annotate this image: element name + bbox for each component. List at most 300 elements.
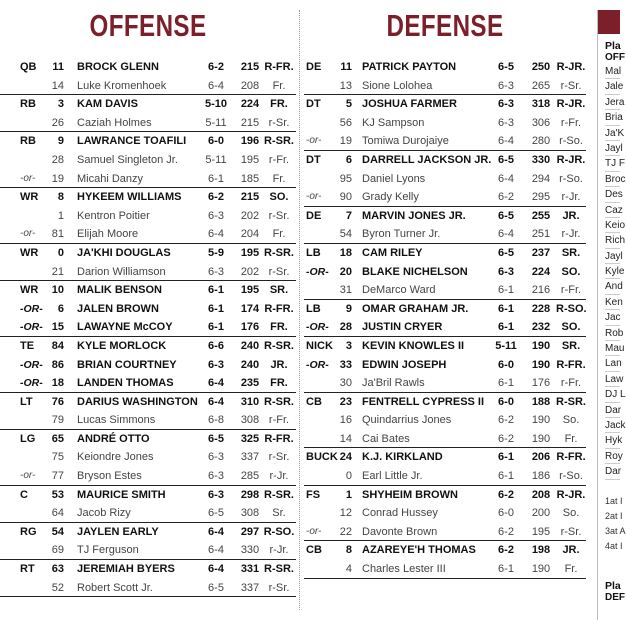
player-number: 9 — [345, 302, 352, 315]
player-class-year: Fr. — [272, 228, 286, 241]
player-weight: 216 — [531, 284, 551, 297]
offense-player-row — [0, 374, 296, 393]
player-position: WR — [20, 191, 39, 204]
player-height: 6-5 — [498, 246, 514, 259]
player-number: 18 — [51, 377, 64, 390]
player-name: HYKEEM WILLIAMS — [77, 191, 182, 204]
defense-title: DEFENSE — [386, 8, 504, 43]
offense-player-row — [0, 188, 296, 207]
player-class-year: SR. — [561, 339, 581, 352]
player-weight: 206 — [531, 451, 551, 464]
sidebar-item: Des — [605, 187, 620, 202]
player-class-year: Fr. — [272, 172, 286, 185]
defense-player-row — [304, 560, 586, 579]
sidebar-item: Keio — [605, 218, 620, 233]
defense-player-row — [304, 281, 586, 300]
player-name: Luke Kromenhoek — [77, 79, 167, 92]
player-class-year: r-Sr. — [268, 116, 290, 129]
player-weight: 297 — [240, 525, 260, 538]
player-class-year: r-Sr. — [560, 79, 582, 92]
player-weight: 308 — [240, 507, 260, 520]
offense-player-row — [0, 263, 296, 282]
sidebar-item: Caz — [605, 203, 620, 218]
sidebar-item: Dar — [605, 403, 620, 418]
player-position: FS — [306, 488, 321, 501]
player-number: 0 — [345, 470, 352, 483]
sidebar-subtitle: OFF — [605, 52, 625, 63]
sidebar-list — [598, 64, 626, 480]
player-class-year: Sr. — [272, 507, 286, 520]
player-height: 5-11 — [205, 116, 227, 129]
player-height: 6-5 — [208, 507, 224, 520]
player-weight: 215 — [240, 61, 260, 73]
player-position: LT — [20, 395, 33, 408]
player-name: Samuel Singleton Jr. — [77, 153, 178, 166]
player-class-year: R-SR. — [264, 395, 294, 408]
player-number: 1 — [57, 209, 64, 222]
player-height: 6-3 — [498, 265, 514, 278]
player-position: QB — [20, 61, 37, 73]
sidebar-item: Kyle — [605, 264, 620, 279]
player-class-year: R-JR. — [556, 61, 586, 73]
player-number: 8 — [345, 544, 352, 557]
sidebar-item: Bria — [605, 110, 620, 125]
player-position: NICK — [306, 339, 333, 352]
player-weight: 318 — [531, 98, 551, 111]
player-height: 6-0 — [498, 395, 514, 408]
player-name: BLAKE NICHELSON — [362, 265, 468, 278]
player-class-year: R-FR. — [264, 302, 294, 315]
offense-player-row — [0, 541, 296, 560]
player-weight: 190 — [531, 432, 551, 445]
player-number: 75 — [51, 451, 64, 464]
player-name: JAYLEN EARLY — [77, 525, 159, 538]
offense-player-row — [0, 579, 296, 598]
player-weight: 285 — [240, 470, 260, 483]
sidebar-header-bar — [598, 10, 620, 34]
player-position: LG — [20, 432, 36, 445]
player-name: Kentron Poitier — [77, 209, 150, 222]
player-number: 54 — [339, 228, 352, 241]
player-name: SHYHEIM BROWN — [362, 488, 458, 501]
player-position: DT — [306, 153, 321, 166]
player-name: Quindarrius Jones — [362, 414, 452, 427]
player-name: JEREMIAH BYERS — [77, 563, 175, 576]
player-weight: 190 — [531, 563, 551, 576]
offense-player-row — [0, 300, 296, 319]
defense-player-row — [304, 523, 586, 542]
player-position: -or- — [20, 470, 36, 482]
player-name: Daniel Lyons — [362, 172, 426, 185]
player-class-year: R-FR. — [264, 61, 294, 73]
defense-player-row — [304, 58, 586, 77]
player-name: PATRICK PAYTON — [362, 61, 457, 73]
player-weight: 176 — [240, 321, 260, 334]
player-name: Micahi Danzy — [77, 172, 144, 185]
defense-player-row — [304, 151, 586, 170]
offense-player-row — [0, 58, 296, 77]
player-weight: 308 — [240, 414, 260, 427]
player-position: -OR- — [306, 265, 329, 278]
defense-player-row — [304, 263, 586, 282]
player-name: Cai Bates — [362, 432, 410, 445]
sidebar-footnote: 2at I — [605, 510, 623, 521]
defense-player-row — [304, 541, 586, 560]
player-height: 6-3 — [498, 79, 514, 92]
sidebar-item: Lan — [605, 356, 620, 371]
player-weight: 204 — [240, 228, 260, 241]
player-weight: 331 — [240, 563, 260, 576]
defense-player-row — [304, 225, 586, 244]
player-number: 33 — [339, 358, 352, 371]
sidebar-item: Jera — [605, 95, 620, 110]
player-number: 3 — [345, 339, 352, 352]
player-height: 6-2 — [498, 191, 514, 204]
player-name: MAURICE SMITH — [77, 488, 166, 501]
defense-player-row — [304, 95, 586, 114]
player-name: Conrad Hussey — [362, 507, 438, 520]
player-number: 26 — [51, 116, 64, 129]
defense-player-row — [304, 486, 586, 505]
sidebar-footnotes — [598, 494, 626, 554]
player-height: 6-5 — [498, 209, 514, 222]
sidebar-footnote: 4at I — [605, 540, 623, 551]
player-height: 6-2 — [498, 488, 514, 501]
defense-player-row — [304, 337, 586, 356]
player-number: 76 — [51, 395, 64, 408]
player-name: KEVIN KNOWLES II — [362, 339, 465, 352]
sidebar-item: Ken — [605, 295, 620, 310]
player-name: Robert Scott Jr. — [77, 581, 153, 594]
player-class-year: r-Sr. — [268, 451, 290, 464]
player-class-year: JR. — [562, 209, 580, 222]
offense-player-row — [0, 486, 296, 505]
player-name: Bryson Estes — [77, 470, 142, 483]
player-position: BUCK — [306, 451, 338, 464]
offense-player-row — [0, 77, 296, 96]
player-number: 15 — [51, 321, 64, 334]
player-name: Jacob Rizy — [77, 507, 131, 520]
player-height: 6-6 — [208, 339, 224, 352]
player-number: 28 — [339, 321, 352, 334]
offense-player-row — [0, 523, 296, 542]
player-weight: 310 — [240, 395, 260, 408]
player-name: TJ Ferguson — [77, 544, 139, 557]
player-height: 6-2 — [498, 432, 514, 445]
player-class-year: R-JR. — [556, 98, 586, 111]
player-position: -or- — [306, 525, 322, 537]
player-height: 6-1 — [498, 302, 514, 315]
player-height: 6-3 — [208, 209, 224, 222]
player-name: K.J. KIRKLAND — [362, 451, 443, 464]
player-weight: 237 — [531, 246, 551, 259]
player-number: 24 — [339, 451, 352, 464]
player-class-year: R-SR. — [264, 246, 294, 259]
player-height: 6-4 — [208, 544, 224, 557]
player-name: DARRELL JACKSON JR. — [362, 153, 492, 166]
player-weight: 337 — [240, 451, 260, 464]
sidebar-item: And — [605, 279, 620, 294]
player-class-year: r-Jr. — [269, 544, 289, 557]
offense-player-row — [0, 151, 296, 170]
player-weight: 196 — [240, 135, 260, 148]
player-number: 6 — [57, 302, 64, 315]
player-name: MARVIN JONES JR. — [362, 209, 466, 222]
player-number: 6 — [345, 153, 352, 166]
player-weight: 228 — [531, 302, 551, 315]
player-number: 18 — [339, 246, 352, 259]
player-weight: 200 — [531, 507, 551, 520]
player-position: -or- — [20, 228, 36, 240]
player-number: 31 — [339, 284, 352, 297]
player-name: AZAREYE'H THOMAS — [362, 544, 476, 557]
offense-player-row — [0, 114, 296, 133]
player-number: 19 — [339, 135, 352, 148]
player-weight: 215 — [240, 116, 260, 129]
player-height: 5-11 — [495, 339, 517, 352]
player-position: RB — [20, 135, 36, 148]
player-number: 54 — [51, 525, 64, 538]
player-name: KYLE MORLOCK — [77, 339, 167, 352]
player-name: Earl Little Jr. — [362, 470, 423, 483]
player-class-year: FR. — [270, 321, 288, 334]
offense-player-row — [0, 132, 296, 151]
player-weight: 190 — [531, 414, 551, 427]
player-height: 6-4 — [208, 395, 224, 408]
player-name: BRIAN COURTNEY — [77, 358, 177, 371]
player-height: 6-2 — [208, 61, 224, 73]
player-number: 7 — [345, 209, 352, 222]
player-weight: 337 — [240, 581, 260, 594]
player-number: 22 — [339, 525, 352, 538]
defense-player-row — [304, 504, 586, 523]
player-height: 6-3 — [208, 265, 224, 278]
sidebar-item: Rob — [605, 326, 620, 341]
player-number: 69 — [51, 544, 64, 557]
player-height: 6-4 — [208, 377, 224, 390]
player-weight: 202 — [240, 209, 260, 222]
offense-player-row — [0, 393, 296, 412]
player-name: Elijah Moore — [77, 228, 139, 241]
player-number: 19 — [51, 172, 64, 185]
player-height: 6-1 — [498, 377, 514, 390]
player-weight: 208 — [240, 79, 260, 92]
player-number: 52 — [51, 581, 64, 594]
defense-player-row — [304, 467, 586, 486]
player-position: -OR- — [20, 358, 43, 371]
offense-player-row — [0, 244, 296, 263]
player-position: DE — [306, 209, 322, 222]
player-position: -OR- — [20, 321, 43, 334]
player-name: Ja'Bril Rawls — [362, 377, 425, 390]
player-class-year: r-Sr. — [560, 525, 582, 538]
player-number: 13 — [339, 79, 352, 92]
player-height: 6-4 — [208, 79, 224, 92]
player-position: RT — [20, 563, 35, 576]
player-height: 6-1 — [208, 302, 224, 315]
player-position: WR — [20, 284, 39, 297]
player-number: 9 — [57, 135, 64, 148]
player-class-year: So. — [562, 414, 580, 427]
player-height: 6-4 — [498, 135, 514, 148]
player-class-year: FR. — [270, 377, 288, 390]
sidebar-bottom-subtitle: DEF — [605, 591, 625, 603]
player-class-year: r-Jr. — [269, 470, 289, 483]
sidebar-title: Pla — [605, 40, 621, 52]
defense-depth-chart — [304, 58, 586, 579]
defense-player-row — [304, 170, 586, 189]
player-class-year: R-FR. — [556, 451, 586, 464]
player-number: 86 — [51, 358, 64, 371]
player-class-year: SO. — [269, 191, 289, 204]
player-class-year: JR. — [562, 544, 580, 557]
player-name: KAM DAVIS — [77, 98, 138, 111]
player-name: FENTRELL CYPRESS II — [362, 395, 485, 408]
player-height: 6-1 — [498, 470, 514, 483]
player-name: KJ Sampson — [362, 116, 425, 129]
player-height: 6-1 — [498, 451, 514, 464]
player-number: 12 — [339, 507, 352, 520]
player-height: 6-1 — [498, 321, 514, 334]
player-class-year: r-Sr. — [268, 265, 290, 278]
defense-player-row — [304, 318, 586, 337]
player-number: 11 — [52, 61, 64, 73]
player-number: 63 — [51, 563, 64, 576]
player-height: 6-2 — [208, 191, 224, 204]
player-number: 90 — [339, 191, 352, 204]
player-height: 6-3 — [208, 488, 224, 501]
player-class-year: R-JR. — [556, 153, 586, 166]
player-height: 6-1 — [498, 563, 514, 576]
player-class-year: SO. — [561, 265, 581, 278]
player-name: LANDEN THOMAS — [77, 377, 174, 390]
player-position: DE — [306, 61, 322, 73]
player-height: 6-1 — [208, 172, 224, 185]
player-name: Caziah Holmes — [77, 116, 152, 129]
player-height: 6-0 — [208, 135, 224, 148]
player-weight: 250 — [531, 61, 551, 73]
player-name: Tomiwa Durojaiye — [362, 135, 449, 148]
player-height: 6-2 — [498, 525, 514, 538]
player-class-year: r-Jr. — [561, 191, 581, 204]
defense-player-row — [304, 374, 586, 393]
sidebar-item: DJ L — [605, 387, 620, 402]
player-number: 3 — [57, 98, 64, 111]
player-height: 6-5 — [498, 153, 514, 166]
player-height: 6-1 — [208, 284, 224, 297]
player-weight: 195 — [240, 246, 260, 259]
player-position: RB — [20, 98, 36, 111]
player-name: JALEN BROWN — [77, 302, 159, 315]
player-number: 84 — [51, 339, 64, 352]
player-position: -OR- — [306, 321, 329, 334]
player-class-year: r-Fr. — [268, 414, 290, 427]
sidebar-panel — [597, 10, 626, 620]
player-class-year: SR. — [269, 284, 289, 297]
player-number: 16 — [339, 414, 352, 427]
sidebar-item: Mal — [605, 64, 620, 79]
player-number: 95 — [339, 172, 352, 185]
sidebar-item: Hyk — [605, 433, 620, 448]
player-number: 28 — [51, 153, 64, 166]
player-position: -or- — [306, 191, 322, 203]
sidebar-item: Law — [605, 372, 620, 387]
player-height: 6-1 — [208, 321, 224, 334]
offense-player-row — [0, 448, 296, 467]
player-number: 8 — [57, 191, 64, 204]
player-height: 6-4 — [498, 228, 514, 241]
player-weight: 215 — [240, 191, 260, 204]
sidebar-bottom-title: Pla — [605, 579, 621, 592]
player-class-year: r-Fr. — [268, 153, 290, 166]
player-height: 6-3 — [498, 98, 514, 111]
player-class-year: r-Fr. — [560, 284, 582, 297]
sidebar-item: Ja'K — [605, 126, 620, 141]
offense-depth-chart — [0, 58, 296, 597]
sidebar-item: Broc — [605, 172, 620, 187]
player-height: 5-11 — [205, 153, 227, 166]
player-name: DeMarco Ward — [362, 284, 436, 297]
sidebar-footnote: 3at A — [605, 525, 626, 536]
player-position: -or- — [20, 172, 36, 184]
player-class-year: r-So. — [559, 172, 583, 185]
player-weight: 255 — [531, 209, 551, 222]
player-class-year: R-SR. — [264, 488, 294, 501]
player-number: 64 — [51, 507, 64, 520]
player-height: 6-1 — [498, 284, 514, 297]
player-number: 10 — [51, 284, 64, 297]
offense-player-row — [0, 560, 296, 579]
offense-player-row — [0, 467, 296, 486]
player-height: 5-9 — [208, 246, 224, 259]
player-name: Keiondre Jones — [77, 451, 154, 464]
player-name: Lucas Simmons — [77, 414, 156, 427]
player-height: 6-3 — [208, 358, 224, 371]
defense-player-row — [304, 356, 586, 375]
player-name: BROCK GLENN — [77, 61, 159, 73]
player-number: 65 — [51, 432, 64, 445]
player-position: WR — [20, 246, 39, 259]
player-weight: 294 — [531, 172, 551, 185]
player-weight: 190 — [531, 339, 551, 352]
player-class-year: r-Sr. — [268, 581, 290, 594]
defense-player-row — [304, 188, 586, 207]
player-height: 6-0 — [498, 358, 514, 371]
sidebar-footnote: 1at I — [605, 495, 623, 506]
player-weight: 190 — [531, 358, 551, 371]
player-number: 0 — [57, 246, 64, 259]
player-height: 6-4 — [208, 525, 224, 538]
player-weight: 325 — [240, 432, 260, 445]
player-class-year: R-FR. — [556, 358, 586, 371]
defense-player-row — [304, 244, 586, 263]
player-name: Sione Lolohea — [362, 79, 433, 92]
player-number: 4 — [345, 563, 352, 576]
player-position: -OR- — [306, 358, 329, 371]
sidebar-item: Jac — [605, 310, 620, 325]
player-class-year: R-JR. — [556, 488, 586, 501]
player-position: LB — [306, 302, 321, 315]
offense-player-row — [0, 170, 296, 189]
player-class-year: r-Jr. — [561, 228, 581, 241]
player-position: -OR- — [20, 377, 43, 390]
player-class-year: R-SR. — [264, 563, 294, 576]
offense-player-row — [0, 95, 296, 114]
sidebar-item: Jack — [605, 418, 620, 433]
player-name: JUSTIN CRYER — [362, 321, 443, 334]
player-position: TE — [20, 339, 35, 352]
player-class-year: R-SR. — [556, 395, 586, 408]
